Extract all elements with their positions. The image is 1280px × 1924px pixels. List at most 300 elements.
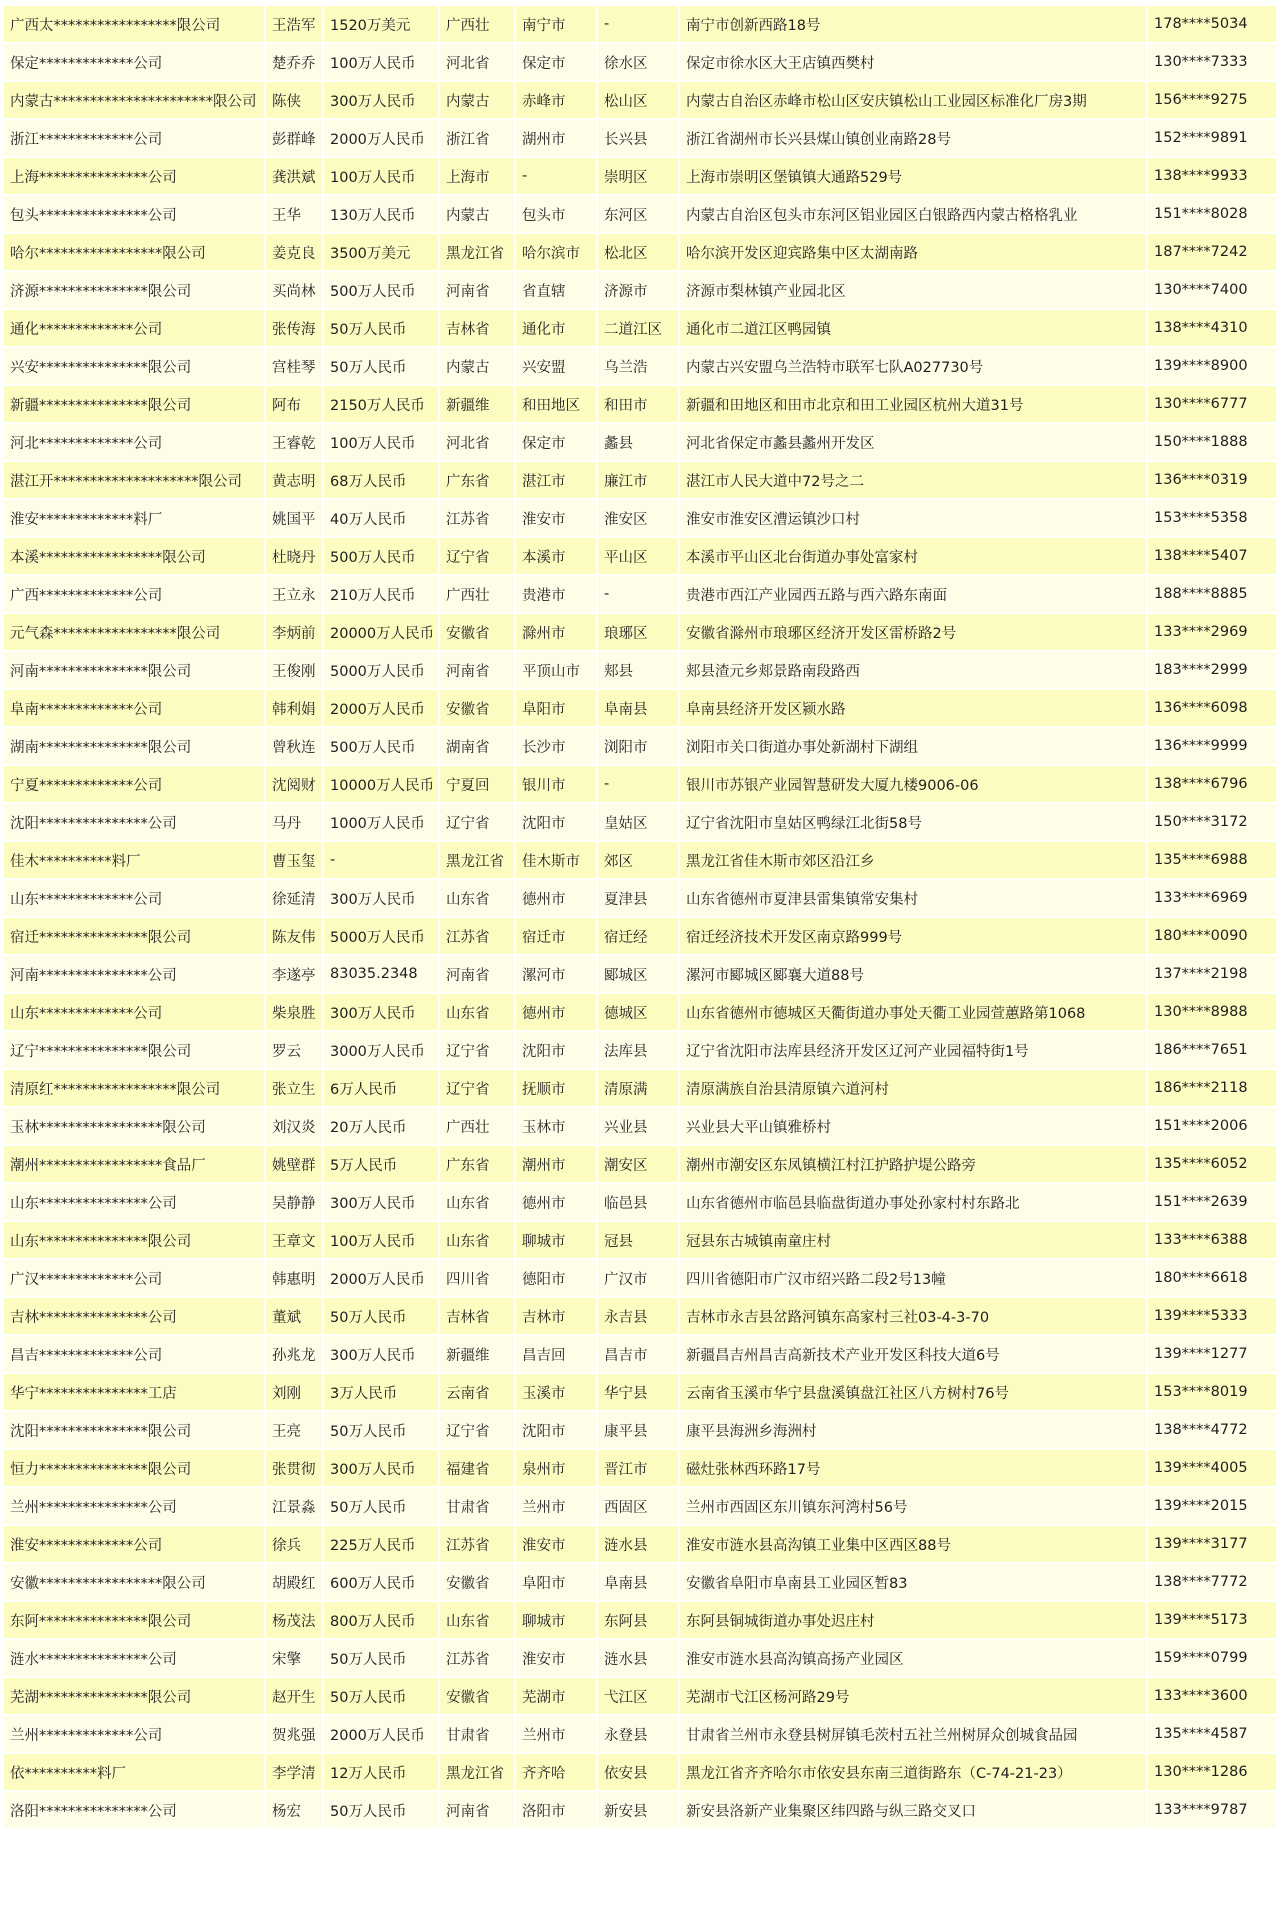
city-cell: 保定市 — [516, 424, 596, 460]
table-body — [4, 6, 1276, 1828]
legal-person-cell: 徐兵 — [266, 1526, 322, 1562]
city-cell: 聊城市 — [516, 1602, 596, 1638]
table-row — [4, 234, 1276, 270]
province-cell: 安徽省 — [440, 690, 514, 726]
company-name-cell: 山东*************公司 — [4, 994, 264, 1030]
phone-cell: 139****5173 — [1148, 1602, 1276, 1638]
province-cell: 辽宁省 — [440, 1032, 514, 1068]
table-row — [4, 994, 1276, 1030]
district-cell: 郊区 — [598, 842, 678, 878]
address-cell: 浙江省湖州市长兴县煤山镇创业南路28号 — [680, 120, 1146, 156]
address-cell: 淮安市涟水县高沟镇工业集中区西区88号 — [680, 1526, 1146, 1562]
phone-cell: 138****5407 — [1148, 538, 1276, 574]
legal-person-cell: 王俊刚 — [266, 652, 322, 688]
district-cell: 依安县 — [598, 1754, 678, 1790]
province-cell: 辽宁省 — [440, 804, 514, 840]
city-cell: 阜阳市 — [516, 690, 596, 726]
city-cell: 淮安市 — [516, 500, 596, 536]
phone-cell: 186****2118 — [1148, 1070, 1276, 1106]
table-row — [4, 842, 1276, 878]
address-cell: 宿迁经济技术开发区南京路999号 — [680, 918, 1146, 954]
city-cell: 沈阳市 — [516, 804, 596, 840]
address-cell: 辽宁省沈阳市皇姑区鸭绿江北街58号 — [680, 804, 1146, 840]
registered-capital-cell: 10000万人民币 — [324, 766, 438, 802]
city-cell: 保定市 — [516, 44, 596, 80]
registered-capital-cell: 5000万人民币 — [324, 652, 438, 688]
city-cell: 阜阳市 — [516, 1564, 596, 1600]
province-cell: 山东省 — [440, 880, 514, 916]
district-cell: 二道江区 — [598, 310, 678, 346]
company-name-cell: 芜湖***************限公司 — [4, 1678, 264, 1714]
company-name-cell: 恒力***************限公司 — [4, 1450, 264, 1486]
phone-cell: 139****8900 — [1148, 348, 1276, 384]
city-cell: 省直辖 — [516, 272, 596, 308]
registered-capital-cell: 68万人民币 — [324, 462, 438, 498]
registered-capital-cell: 50万人民币 — [324, 1640, 438, 1676]
table-row — [4, 1450, 1276, 1486]
legal-person-cell: 张立生 — [266, 1070, 322, 1106]
company-name-cell: 淮安*************公司 — [4, 1526, 264, 1562]
company-name-cell: 元气森*****************限公司 — [4, 614, 264, 650]
company-name-cell: 淮安*************料厂 — [4, 500, 264, 536]
legal-person-cell: 杜晓丹 — [266, 538, 322, 574]
table-row — [4, 1602, 1276, 1638]
company-name-cell: 湖南***************限公司 — [4, 728, 264, 764]
address-cell: 淮安市涟水县高沟镇高扬产业园区 — [680, 1640, 1146, 1676]
phone-cell: 138****7772 — [1148, 1564, 1276, 1600]
province-cell: 河南省 — [440, 956, 514, 992]
phone-cell: 151****2006 — [1148, 1108, 1276, 1144]
district-cell: 永登县 — [598, 1716, 678, 1752]
district-cell: 晋江市 — [598, 1450, 678, 1486]
company-name-cell: 佳木**********料厂 — [4, 842, 264, 878]
legal-person-cell: 阿布 — [266, 386, 322, 422]
district-cell: 琅琊区 — [598, 614, 678, 650]
phone-cell: 152****9891 — [1148, 120, 1276, 156]
registered-capital-cell: 50万人民币 — [324, 1298, 438, 1334]
address-cell: 清原满族自治县清原镇六道河村 — [680, 1070, 1146, 1106]
district-cell: 德城区 — [598, 994, 678, 1030]
district-cell: 兴业县 — [598, 1108, 678, 1144]
legal-person-cell: 曹玉玺 — [266, 842, 322, 878]
table-row — [4, 1526, 1276, 1562]
city-cell: 滁州市 — [516, 614, 596, 650]
table-row — [4, 82, 1276, 118]
province-cell: 山东省 — [440, 1184, 514, 1220]
company-name-cell: 上海***************公司 — [4, 158, 264, 194]
city-cell: 淮安市 — [516, 1526, 596, 1562]
address-cell: 山东省德州市德城区天衢街道办事处天衢工业园萱蕙路第1068 — [680, 994, 1146, 1030]
legal-person-cell: 杨宏 — [266, 1792, 322, 1828]
district-cell: 浏阳市 — [598, 728, 678, 764]
legal-person-cell: 陈友伟 — [266, 918, 322, 954]
phone-cell: 180****0090 — [1148, 918, 1276, 954]
phone-cell: 138****4772 — [1148, 1412, 1276, 1448]
legal-person-cell: 李学清 — [266, 1754, 322, 1790]
registered-capital-cell: 100万人民币 — [324, 1222, 438, 1258]
legal-person-cell: 王浩军 — [266, 6, 322, 42]
table-row — [4, 196, 1276, 232]
table-row — [4, 348, 1276, 384]
phone-cell: 139****5333 — [1148, 1298, 1276, 1334]
address-cell: 淮安市淮安区漕运镇沙口村 — [680, 500, 1146, 536]
table-row — [4, 1336, 1276, 1372]
legal-person-cell: 刘汉炎 — [266, 1108, 322, 1144]
city-cell: 兴安盟 — [516, 348, 596, 384]
phone-cell: 136****9999 — [1148, 728, 1276, 764]
registered-capital-cell: 500万人民币 — [324, 538, 438, 574]
district-cell: 涟水县 — [598, 1640, 678, 1676]
registered-capital-cell: 6万人民币 — [324, 1070, 438, 1106]
legal-person-cell: 姜克良 — [266, 234, 322, 270]
company-name-cell: 潮州*****************食品厂 — [4, 1146, 264, 1182]
city-cell: 和田地区 — [516, 386, 596, 422]
legal-person-cell: 罗云 — [266, 1032, 322, 1068]
table-row — [4, 956, 1276, 992]
registered-capital-cell: 300万人民币 — [324, 994, 438, 1030]
phone-cell: 135****4587 — [1148, 1716, 1276, 1752]
district-cell: 涟水县 — [598, 1526, 678, 1562]
legal-person-cell: 宫桂琴 — [266, 348, 322, 384]
company-name-cell: 阜南*************公司 — [4, 690, 264, 726]
phone-cell: 151****2639 — [1148, 1184, 1276, 1220]
phone-cell: 139****2015 — [1148, 1488, 1276, 1524]
district-cell: 长兴县 — [598, 120, 678, 156]
district-cell: 阜南县 — [598, 1564, 678, 1600]
address-cell: 四川省德阳市广汉市绍兴路二段2号13幢 — [680, 1260, 1146, 1296]
table-row — [4, 1792, 1276, 1828]
company-name-cell: 吉林***************公司 — [4, 1298, 264, 1334]
legal-person-cell: 徐延清 — [266, 880, 322, 916]
phone-cell: 135****6052 — [1148, 1146, 1276, 1182]
company-name-cell: 兰州***************公司 — [4, 1488, 264, 1524]
city-cell: 湖州市 — [516, 120, 596, 156]
phone-cell: 130****1286 — [1148, 1754, 1276, 1790]
address-cell: 东阿县铜城街道办事处迟庄村 — [680, 1602, 1146, 1638]
address-cell: 山东省德州市夏津县雷集镇常安集村 — [680, 880, 1146, 916]
company-name-cell: 沈阳***************限公司 — [4, 1412, 264, 1448]
address-cell: 漯河市郾城区郾襄大道88号 — [680, 956, 1146, 992]
legal-person-cell: 姚壁群 — [266, 1146, 322, 1182]
province-cell: 吉林省 — [440, 1298, 514, 1334]
registered-capital-cell: 5000万人民币 — [324, 918, 438, 954]
city-cell: 齐齐哈 — [516, 1754, 596, 1790]
district-cell: 新安县 — [598, 1792, 678, 1828]
company-name-cell: 兰州*************公司 — [4, 1716, 264, 1752]
province-cell: 广西壮 — [440, 1108, 514, 1144]
legal-person-cell: 胡殿红 — [266, 1564, 322, 1600]
city-cell: 聊城市 — [516, 1222, 596, 1258]
district-cell: 冠县 — [598, 1222, 678, 1258]
address-cell: 新疆和田地区和田市北京和田工业园区杭州大道31号 — [680, 386, 1146, 422]
province-cell: 安徽省 — [440, 1678, 514, 1714]
province-cell: 甘肃省 — [440, 1716, 514, 1752]
phone-cell: 139****1277 — [1148, 1336, 1276, 1372]
company-name-cell: 山东*************公司 — [4, 880, 264, 916]
phone-cell: 133****9787 — [1148, 1792, 1276, 1828]
company-name-cell: 宁夏*************公司 — [4, 766, 264, 802]
registered-capital-cell: 1000万人民币 — [324, 804, 438, 840]
registered-capital-cell: 50万人民币 — [324, 310, 438, 346]
district-cell: 平山区 — [598, 538, 678, 574]
address-cell: 安徽省滁州市琅琊区经济开发区雷桥路2号 — [680, 614, 1146, 650]
company-name-cell: 宿迁***************限公司 — [4, 918, 264, 954]
address-cell: 内蒙古自治区包头市东河区铝业园区白银路西内蒙古格格乳业 — [680, 196, 1146, 232]
registered-capital-cell: 5万人民币 — [324, 1146, 438, 1182]
district-cell: 东河区 — [598, 196, 678, 232]
province-cell: 甘肃省 — [440, 1488, 514, 1524]
registered-capital-cell: 3500万美元 — [324, 234, 438, 270]
company-name-cell: 内蒙古**********************限公司 — [4, 82, 264, 118]
province-cell: 内蒙古 — [440, 82, 514, 118]
province-cell: 安徽省 — [440, 614, 514, 650]
legal-person-cell: 杨茂法 — [266, 1602, 322, 1638]
address-cell: 辽宁省沈阳市法库县经济开发区辽河产业园福特街1号 — [680, 1032, 1146, 1068]
registered-capital-cell: 210万人民币 — [324, 576, 438, 612]
province-cell: 安徽省 — [440, 1564, 514, 1600]
district-cell: - — [598, 576, 678, 612]
registered-capital-cell: 50万人民币 — [324, 1678, 438, 1714]
province-cell: 山东省 — [440, 1602, 514, 1638]
table-row — [4, 576, 1276, 612]
registered-capital-cell: 300万人民币 — [324, 1450, 438, 1486]
registered-capital-cell: 300万人民币 — [324, 880, 438, 916]
table-row — [4, 272, 1276, 308]
city-cell: - — [516, 158, 596, 194]
registered-capital-cell: 50万人民币 — [324, 1792, 438, 1828]
company-name-cell: 通化*************公司 — [4, 310, 264, 346]
address-cell: 保定市徐水区大王店镇西樊村 — [680, 44, 1146, 80]
table-row — [4, 158, 1276, 194]
table-row — [4, 766, 1276, 802]
address-cell: 银川市苏银产业园智慧研发大厦九楼9006-06 — [680, 766, 1146, 802]
table-row — [4, 424, 1276, 460]
city-cell: 包头市 — [516, 196, 596, 232]
province-cell: 山东省 — [440, 1222, 514, 1258]
province-cell: 四川省 — [440, 1260, 514, 1296]
company-name-cell: 济源***************限公司 — [4, 272, 264, 308]
legal-person-cell: 赵开生 — [266, 1678, 322, 1714]
address-cell: 浏阳市关口街道办事处新湖村下湖组 — [680, 728, 1146, 764]
province-cell: 黑龙江省 — [440, 1754, 514, 1790]
legal-person-cell: 姚国平 — [266, 500, 322, 536]
phone-cell: 133****2969 — [1148, 614, 1276, 650]
phone-cell: 153****5358 — [1148, 500, 1276, 536]
table-row — [4, 538, 1276, 574]
legal-person-cell: 黄志明 — [266, 462, 322, 498]
company-table — [2, 4, 1278, 1830]
district-cell: 宿迁经 — [598, 918, 678, 954]
province-cell: 吉林省 — [440, 310, 514, 346]
address-cell: 内蒙古兴安盟乌兰浩特市联军七队A027730号 — [680, 348, 1146, 384]
city-cell: 南宁市 — [516, 6, 596, 42]
legal-person-cell: 董斌 — [266, 1298, 322, 1334]
district-cell: - — [598, 6, 678, 42]
legal-person-cell: 宋擎 — [266, 1640, 322, 1676]
company-name-cell: 安徽*****************限公司 — [4, 1564, 264, 1600]
district-cell: 阜南县 — [598, 690, 678, 726]
city-cell: 佳木斯市 — [516, 842, 596, 878]
province-cell: 黑龙江省 — [440, 234, 514, 270]
city-cell: 赤峰市 — [516, 82, 596, 118]
district-cell: 广汉市 — [598, 1260, 678, 1296]
phone-cell: 187****7242 — [1148, 234, 1276, 270]
company-name-cell: 河南***************公司 — [4, 956, 264, 992]
company-name-cell: 山东***************公司 — [4, 1184, 264, 1220]
province-cell: 上海市 — [440, 158, 514, 194]
province-cell: 福建省 — [440, 1450, 514, 1486]
phone-cell: 136****6098 — [1148, 690, 1276, 726]
phone-cell: 138****6796 — [1148, 766, 1276, 802]
phone-cell: 133****6969 — [1148, 880, 1276, 916]
address-cell: 内蒙古自治区赤峰市松山区安庆镇松山工业园区标准化厂房3期 — [680, 82, 1146, 118]
legal-person-cell: 柴泉胜 — [266, 994, 322, 1030]
company-name-cell: 哈尔*****************限公司 — [4, 234, 264, 270]
phone-cell: 137****2198 — [1148, 956, 1276, 992]
district-cell: 济源市 — [598, 272, 678, 308]
company-name-cell: 广汉*************公司 — [4, 1260, 264, 1296]
address-cell: 湛江市人民大道中72号之二 — [680, 462, 1146, 498]
district-cell: 松北区 — [598, 234, 678, 270]
phone-cell: 139****4005 — [1148, 1450, 1276, 1486]
table-row — [4, 1754, 1276, 1790]
province-cell: 河南省 — [440, 272, 514, 308]
province-cell: 云南省 — [440, 1374, 514, 1410]
registered-capital-cell: 2000万人民币 — [324, 120, 438, 156]
table-row — [4, 918, 1276, 954]
company-name-cell: 依**********料厂 — [4, 1754, 264, 1790]
company-name-cell: 昌吉*************公司 — [4, 1336, 264, 1372]
district-cell: 潮安区 — [598, 1146, 678, 1182]
province-cell: 宁夏回 — [440, 766, 514, 802]
address-cell: 阜南县经济开发区颍水路 — [680, 690, 1146, 726]
city-cell: 玉林市 — [516, 1108, 596, 1144]
phone-cell: 130****7333 — [1148, 44, 1276, 80]
province-cell: 广东省 — [440, 462, 514, 498]
city-cell: 漯河市 — [516, 956, 596, 992]
province-cell: 辽宁省 — [440, 1412, 514, 1448]
table-row — [4, 1146, 1276, 1182]
address-cell: 康平县海洲乡海洲村 — [680, 1412, 1146, 1448]
district-cell: 夏津县 — [598, 880, 678, 916]
registered-capital-cell: 12万人民币 — [324, 1754, 438, 1790]
legal-person-cell: 江景淼 — [266, 1488, 322, 1524]
city-cell: 淮安市 — [516, 1640, 596, 1676]
registered-capital-cell: 2000万人民币 — [324, 1716, 438, 1752]
district-cell: 康平县 — [598, 1412, 678, 1448]
registered-capital-cell: 100万人民币 — [324, 158, 438, 194]
table-row — [4, 1260, 1276, 1296]
legal-person-cell: 楚乔乔 — [266, 44, 322, 80]
table-row — [4, 1412, 1276, 1448]
legal-person-cell: 孙兆龙 — [266, 1336, 322, 1372]
legal-person-cell: 沈阅财 — [266, 766, 322, 802]
registered-capital-cell: 600万人民币 — [324, 1564, 438, 1600]
city-cell: 德州市 — [516, 1184, 596, 1220]
phone-cell: 188****8885 — [1148, 576, 1276, 612]
address-cell: 山东省德州市临邑县临盘街道办事处孙家村村东路北 — [680, 1184, 1146, 1220]
phone-cell: 130****6777 — [1148, 386, 1276, 422]
table-row — [4, 1488, 1276, 1524]
table-row — [4, 728, 1276, 764]
address-cell: 安徽省阜阳市阜南县工业园区暂83 — [680, 1564, 1146, 1600]
legal-person-cell: 买尚林 — [266, 272, 322, 308]
registered-capital-cell: 2000万人民币 — [324, 1260, 438, 1296]
district-cell: 郏县 — [598, 652, 678, 688]
company-name-cell: 保定*************公司 — [4, 44, 264, 80]
district-cell: 乌兰浩 — [598, 348, 678, 384]
registered-capital-cell: 50万人民币 — [324, 1412, 438, 1448]
address-cell: 黑龙江省齐齐哈尔市依安县东南三道街路东（C-74-21-23） — [680, 1754, 1146, 1790]
phone-cell: 150****3172 — [1148, 804, 1276, 840]
phone-cell: 130****8988 — [1148, 994, 1276, 1030]
registered-capital-cell: 100万人民币 — [324, 44, 438, 80]
table-row — [4, 6, 1276, 42]
legal-person-cell: 马丹 — [266, 804, 322, 840]
phone-cell: 138****9933 — [1148, 158, 1276, 194]
phone-cell: 153****8019 — [1148, 1374, 1276, 1410]
phone-cell: 178****5034 — [1148, 6, 1276, 42]
district-cell: 皇姑区 — [598, 804, 678, 840]
city-cell: 芜湖市 — [516, 1678, 596, 1714]
address-cell: 本溪市平山区北台街道办事处富家村 — [680, 538, 1146, 574]
table-row — [4, 1108, 1276, 1144]
legal-person-cell: 王章文 — [266, 1222, 322, 1258]
table-row — [4, 44, 1276, 80]
address-cell: 云南省玉溪市华宁县盘溪镇盘江社区八方树村76号 — [680, 1374, 1146, 1410]
district-cell: 郾城区 — [598, 956, 678, 992]
address-cell: 潮州市潮安区东凤镇横江村江护路护堤公路旁 — [680, 1146, 1146, 1182]
legal-person-cell: 王睿乾 — [266, 424, 322, 460]
city-cell: 沈阳市 — [516, 1032, 596, 1068]
company-name-cell: 玉林*****************限公司 — [4, 1108, 264, 1144]
registered-capital-cell: 1520万美元 — [324, 6, 438, 42]
province-cell: 河南省 — [440, 652, 514, 688]
address-cell: 黑龙江省佳木斯市郊区沿江乡 — [680, 842, 1146, 878]
address-cell: 济源市梨林镇产业园北区 — [680, 272, 1146, 308]
address-cell: 吉林市永吉县岔路河镇东高家村三社03-4-3-70 — [680, 1298, 1146, 1334]
company-name-cell: 东阿***************限公司 — [4, 1602, 264, 1638]
registered-capital-cell: - — [324, 842, 438, 878]
city-cell: 沈阳市 — [516, 1412, 596, 1448]
legal-person-cell: 贺兆强 — [266, 1716, 322, 1752]
city-cell: 吉林市 — [516, 1298, 596, 1334]
province-cell: 湖南省 — [440, 728, 514, 764]
city-cell: 兰州市 — [516, 1488, 596, 1524]
city-cell: 泉州市 — [516, 1450, 596, 1486]
phone-cell: 156****9275 — [1148, 82, 1276, 118]
legal-person-cell: 彭群峰 — [266, 120, 322, 156]
registered-capital-cell: 500万人民币 — [324, 728, 438, 764]
company-name-cell: 本溪*****************限公司 — [4, 538, 264, 574]
registered-capital-cell: 20000万人民币 — [324, 614, 438, 650]
registered-capital-cell: 800万人民币 — [324, 1602, 438, 1638]
table-row — [4, 1184, 1276, 1220]
company-name-cell: 包头***************公司 — [4, 196, 264, 232]
province-cell: 河北省 — [440, 44, 514, 80]
district-cell: 淮安区 — [598, 500, 678, 536]
registered-capital-cell: 500万人民币 — [324, 272, 438, 308]
table-row — [4, 1640, 1276, 1676]
registered-capital-cell: 2150万人民币 — [324, 386, 438, 422]
table-row — [4, 1298, 1276, 1334]
city-cell: 玉溪市 — [516, 1374, 596, 1410]
province-cell: 新疆维 — [440, 386, 514, 422]
registered-capital-cell: 50万人民币 — [324, 348, 438, 384]
city-cell: 银川市 — [516, 766, 596, 802]
registered-capital-cell: 83035.2348 — [324, 956, 438, 992]
table-row — [4, 500, 1276, 536]
